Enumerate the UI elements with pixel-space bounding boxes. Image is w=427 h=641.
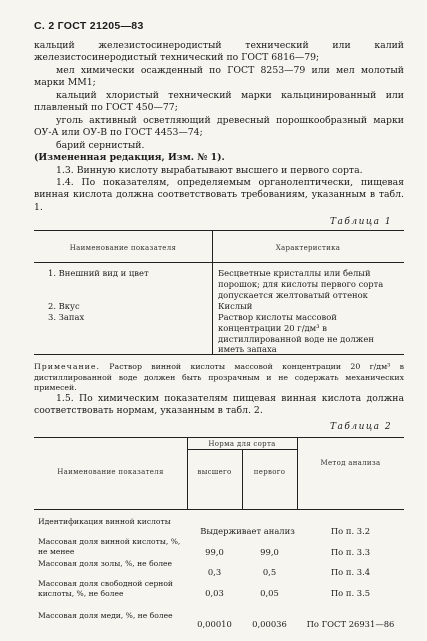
table2-header-method: Метод анализа [320, 459, 381, 467]
table2-header-norm: Норма для сорта [208, 440, 276, 448]
table2-row-first: 0,00036 [252, 619, 287, 629]
list-item: уголь активный осветляющий древесный порошкообразный марки ОУ-А или ОУ-В по ГОСТ 4453—74; [34, 115, 404, 139]
table1-bottom-rule [34, 354, 404, 355]
table2-norm-rule [187, 449, 297, 450]
table2-header-high: высшего [197, 468, 232, 476]
note-text: Раствор винной кислоты массовой концентрации 20 г/дм³ в дистиллированной воде должен быть прозрачным и не содержать механических примесей. [34, 362, 405, 393]
table1-row-name: 1. Внешний вид и цвет [48, 268, 149, 278]
table1-header-rule [34, 262, 404, 263]
table2-row-name: Массовая доля винной кислоты, %, не менее [38, 537, 181, 557]
note-label: Примечание. [34, 362, 100, 371]
table2-header-name: Наименование показателя [57, 468, 164, 476]
table2-row-name: Массовая доля меди, %, не более [38, 611, 173, 620]
table2-row-high: Выдерживает анализ [200, 526, 295, 536]
table1-row-value: Бесцветные кристаллы или белый порошок; для кислоты первого сорта допускается желтоватый оттенок [218, 268, 384, 300]
revision-note: (Измененная редакция, Изм. № 1). [34, 152, 225, 163]
table1-note [34, 362, 404, 394]
list-item: кальций железистосинеродистый технический или калий железистосинеродистый технический по ГОСТ 6816—79; [34, 40, 404, 64]
table2-row-high: 0,00010 [197, 619, 232, 629]
table2-row-method: По п. 3.4 [330, 567, 371, 577]
table2-row-first: 99,0 [260, 547, 279, 557]
page-header: С. 2 ГОСТ 21205—83 [34, 20, 144, 32]
table1-header-value: Характеристика [275, 244, 341, 252]
list-item: барий сернистый. [56, 140, 145, 151]
table1-top-rule [34, 230, 404, 231]
table2-row-method: По п. 3.5 [330, 588, 371, 598]
table2-row-method: По п. 3.2 [330, 526, 371, 536]
table2-caption: Таблица 2 [330, 422, 393, 432]
table2-header-first: первого [253, 468, 286, 476]
table2-row-method: По п. 3.3 [330, 547, 371, 557]
paragraph-1-3: 1.3. Винную кислоту вырабатывают высшего и первого сорта. [56, 165, 363, 176]
paragraph-1-5: 1.5. По химическим показателям пищевая винная кислота должна соответствовать нормам, указанным в табл. 2. [34, 393, 404, 417]
table2-row-name: Массовая доля золы, %, не более [38, 559, 173, 568]
table2-row-name: Идентификация винной кислоты [38, 517, 171, 526]
table2-divider-2 [242, 449, 243, 509]
table2-row-high: 0,03 [205, 588, 224, 598]
table1-row-value: Раствор кислоты массовой концентрации 20 г/дм³ в дистиллированной воде не должен иметь запаха [218, 312, 374, 355]
list-item: кальций хлористый технический марки кальцинированный или плавленый по ГОСТ 450—77; [34, 90, 404, 114]
table2-row-high: 99,0 [205, 547, 224, 557]
table1-row-name: 2. Вкус [48, 301, 80, 311]
table2-top-rule [34, 437, 404, 438]
table1-row-name: 3. Запах [48, 312, 85, 322]
table2-row-method: По ГОСТ 26931—86 [306, 619, 395, 629]
list-item: мел химически осажденный по ГОСТ 8253—79 или мел молотый марки ММ1; [34, 65, 404, 89]
table2-header-rule [34, 509, 404, 510]
table1-row-value: Кислый [218, 301, 253, 311]
table1-caption: Таблица 1 [330, 217, 393, 227]
table1-header-name: Наименование показателя [69, 244, 177, 252]
table2-row-first: 0,5 [262, 567, 277, 577]
table2-row-high: 0,3 [207, 567, 222, 577]
table2-row-first: 0,05 [260, 588, 279, 598]
table2-row-name: Массовая доля свободной серной кислоты, %, не более [38, 579, 173, 599]
paragraph-1-4: 1.4. По показателям, определяемым органолептически, пищевая винная кислота должна соответствовать требованиям, указанным в табл. 1. [34, 177, 404, 213]
table2-divider-3 [297, 437, 298, 509]
